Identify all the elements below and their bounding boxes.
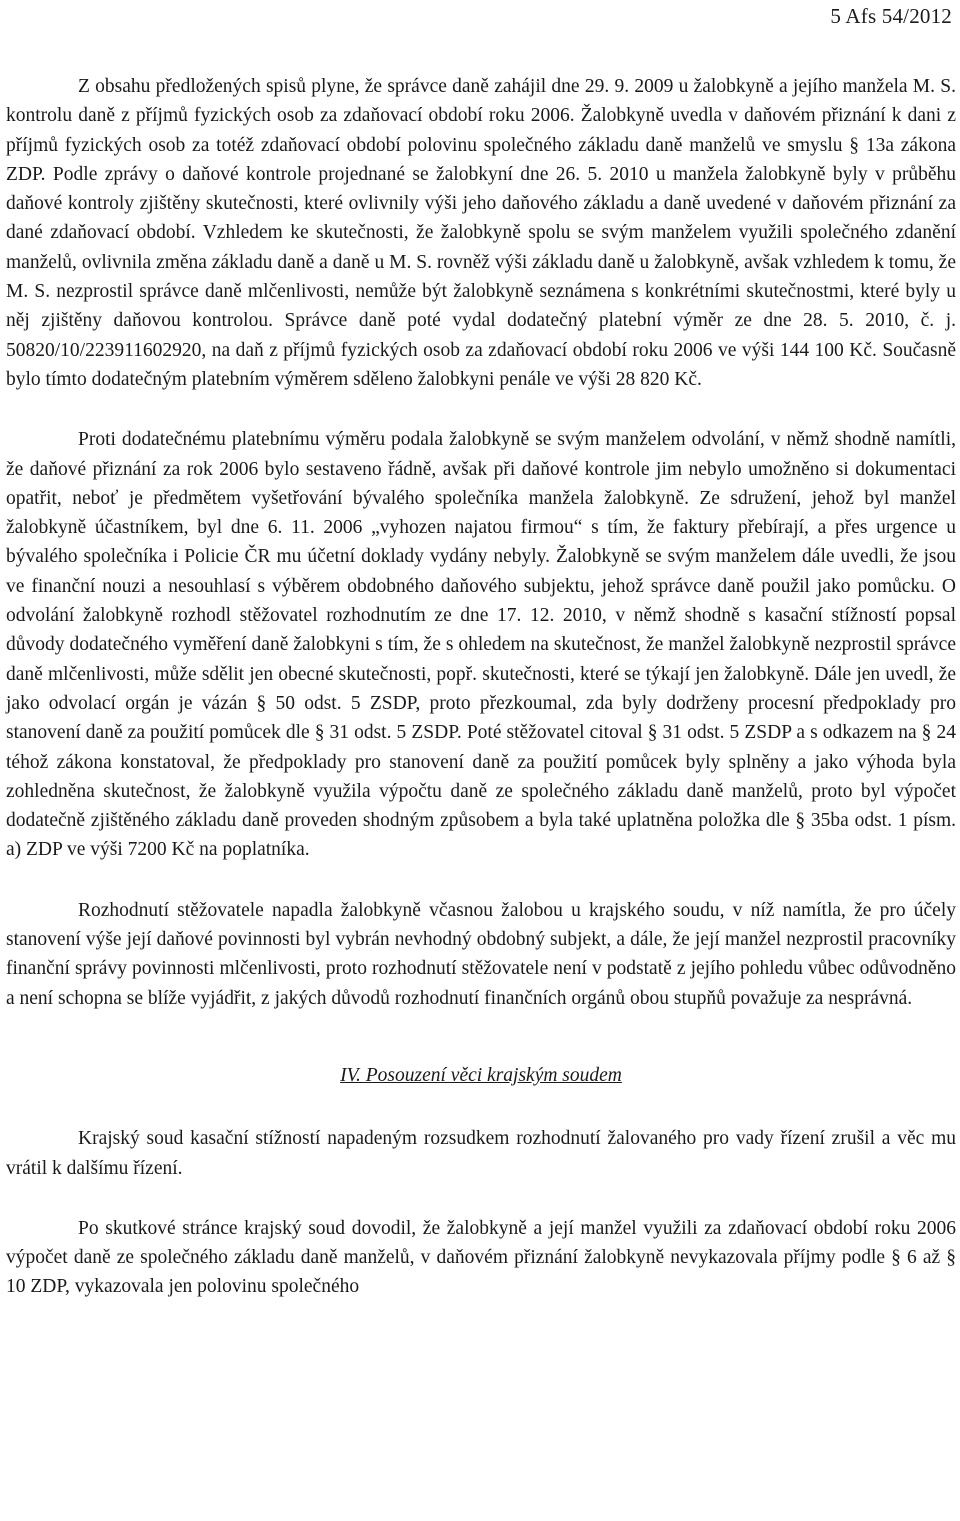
document-body — [6, 72, 956, 1333]
section-heading: IV. Posouzení věci krajským soudem — [340, 1064, 622, 1086]
page-number: 5 Afs 54/2012 — [830, 4, 952, 28]
paragraph-factual-findings: Po skutkové stránce krajský soud dovodil, že žalobkyně a její manžel využili za zdaňovací období roku 2006 výpočet daně ze společného základu daně manželů, v daňovém přiznání žalobkyně nevykazovala příjmy podle § 6 až § 10 ZDP, vykazovala jen polovinu společného — [6, 1217, 956, 1298]
paragraph-tax-audit: Z obsahu předložených spisů plyne, že správce daně zahájil dne 29. 9. 2009 u žalobkyně a jejího manžela M. S. kontrolu daně z příjmů fyzických osob za zdaňovací období roku 2006. Žalobkyně uvedla v daňovém přiznání k dani z příjmů fyzických osob za totéž zdaňovací období polovinu společného základu daně manželů ve smyslu § 13a zákona ZDP. Podle zprávy o daňové kontrole projednané se žalobkyní dne 26. 5. 2010 u manžela žalobkyně byly v průběhu daňové kontroly zjištěny skutečnosti, které ovlivnily výši jeho daňového základu a daně uvedené v daňovém přiznání za dané zdaňovací období. Vzhledem ke skutečnosti, že žalobkyně spolu se svým manželem využili společného zdanění manželů, ovlivnila změna základu daně a daně u M. S. rovněž výši základu daně u žalobkyně, avšak vzhledem k tomu, že M. S. nezprostil správce daně mlčenlivosti, nemůže být žalobkyně seznámena s konkrétními skutečnostmi, které byly u něj zjištěny daňovou kontrolou. Správce daně poté vydal dodatečný platební výměr ze dne 28. 5. 2010, č. j. 50820/10/223911602920, na daň z příjmů fyzických osob za zdaňovací období roku 2006 ve výši 144 100 Kč. Současně bylo tímto dodatečným platebním výměrem sděleno žalobkyni penále ve výši 28 820 Kč. — [6, 76, 956, 390]
paragraph-appeal: Proti dodatečnému platebnímu výměru podala žalobkyně se svým manželem odvolání, v němž shodně namítli, že daňové přiznání za rok 2006 bylo sestaveno řádně, avšak při daňové kontrole jim nebylo umožněno si dokumentaci opatřit, neboť je předmětem vyšetřování bývalého společníka manžela žalobkyně. Ze sdružení, jehož byl manžel žalobkyně účastníkem, byl dne 6. 11. 2006 „vyhozen najatou firmou“ s tím, že faktury přebírají, a přes urgence u bývalého společníka i Policie ČR mu účetní doklady vydány nebyly. Žalobkyně se svým manželem dále uvedli, že jsou ve finanční nouzi a nesouhlasí s výběrem obdobného daňového subjektu, jehož správce daně použil jako pomůcku. O odvolání žalobkyně rozhodl stěžovatel rozhodnutím ze dne 17. 12. 2010, v němž shodně s kasační stížností popsal důvody dodatečného vyměření daně žalobkyni s tím, že s ohledem na skutečnost, že manžel žalobkyně nezprostil správce daně mlčenlivosti, může sdělit jen obecné skutečnosti, popř. skutečnosti, které se týkají jen žalobkyně. Dále jen uvedl, že jako odvolací orgán je vázán § 50 odst. 5 ZSDP, proto přezkoumal, zda byly dodrženy procesní předpoklady pro stanovení daně za použití pomůcek dle § 31 odst. 5 ZSDP. Poté stěžovatel citoval § 31 odst. 5 ZSDP a s odkazem na § 24 téhož zákona konstatoval, že předpoklady pro stanovení daně za použití pomůcek byly splněny a jako výhoda byla zohledněna skutečnost, že žalobkyně využila výpočtu daně ze společného základu daně manželů, proto byl výpočet dodatečně zjištěného základu daně proveden shodným způsobem a byla také uplatněna položka dle § 35ba odst. 1 písm. a) ZDP ve výši 7200 Kč na poplatníka. — [6, 429, 956, 861]
paragraph-regional-court-decision: Krajský soud kasační stížností napadeným rozsudkem rozhodnutí žalovaného pro vady řízení zrušil a věc mu vrátil k dalšímu řízení. — [6, 1128, 956, 1179]
paragraph-lawsuit: Rozhodnutí stěžovatele napadla žalobkyně včasnou žalobou u krajského soudu, v níž namítla, že pro účely stanovení výše její daňové povinnosti byl vybrán nevhodný obdobný subjekt, a dále, že její manžel nezprostil pracovníky finanční správy povinnosti mlčenlivosti, proto rozhodnutí stěžovatele není v podstatě z jejího pohledu vůbec odůvodněno a není schopna se blíže vyjádřit, z jakých důvodů rozhodnutí finančních orgánů obou stupňů považuje za nesprávná. — [6, 899, 956, 1009]
